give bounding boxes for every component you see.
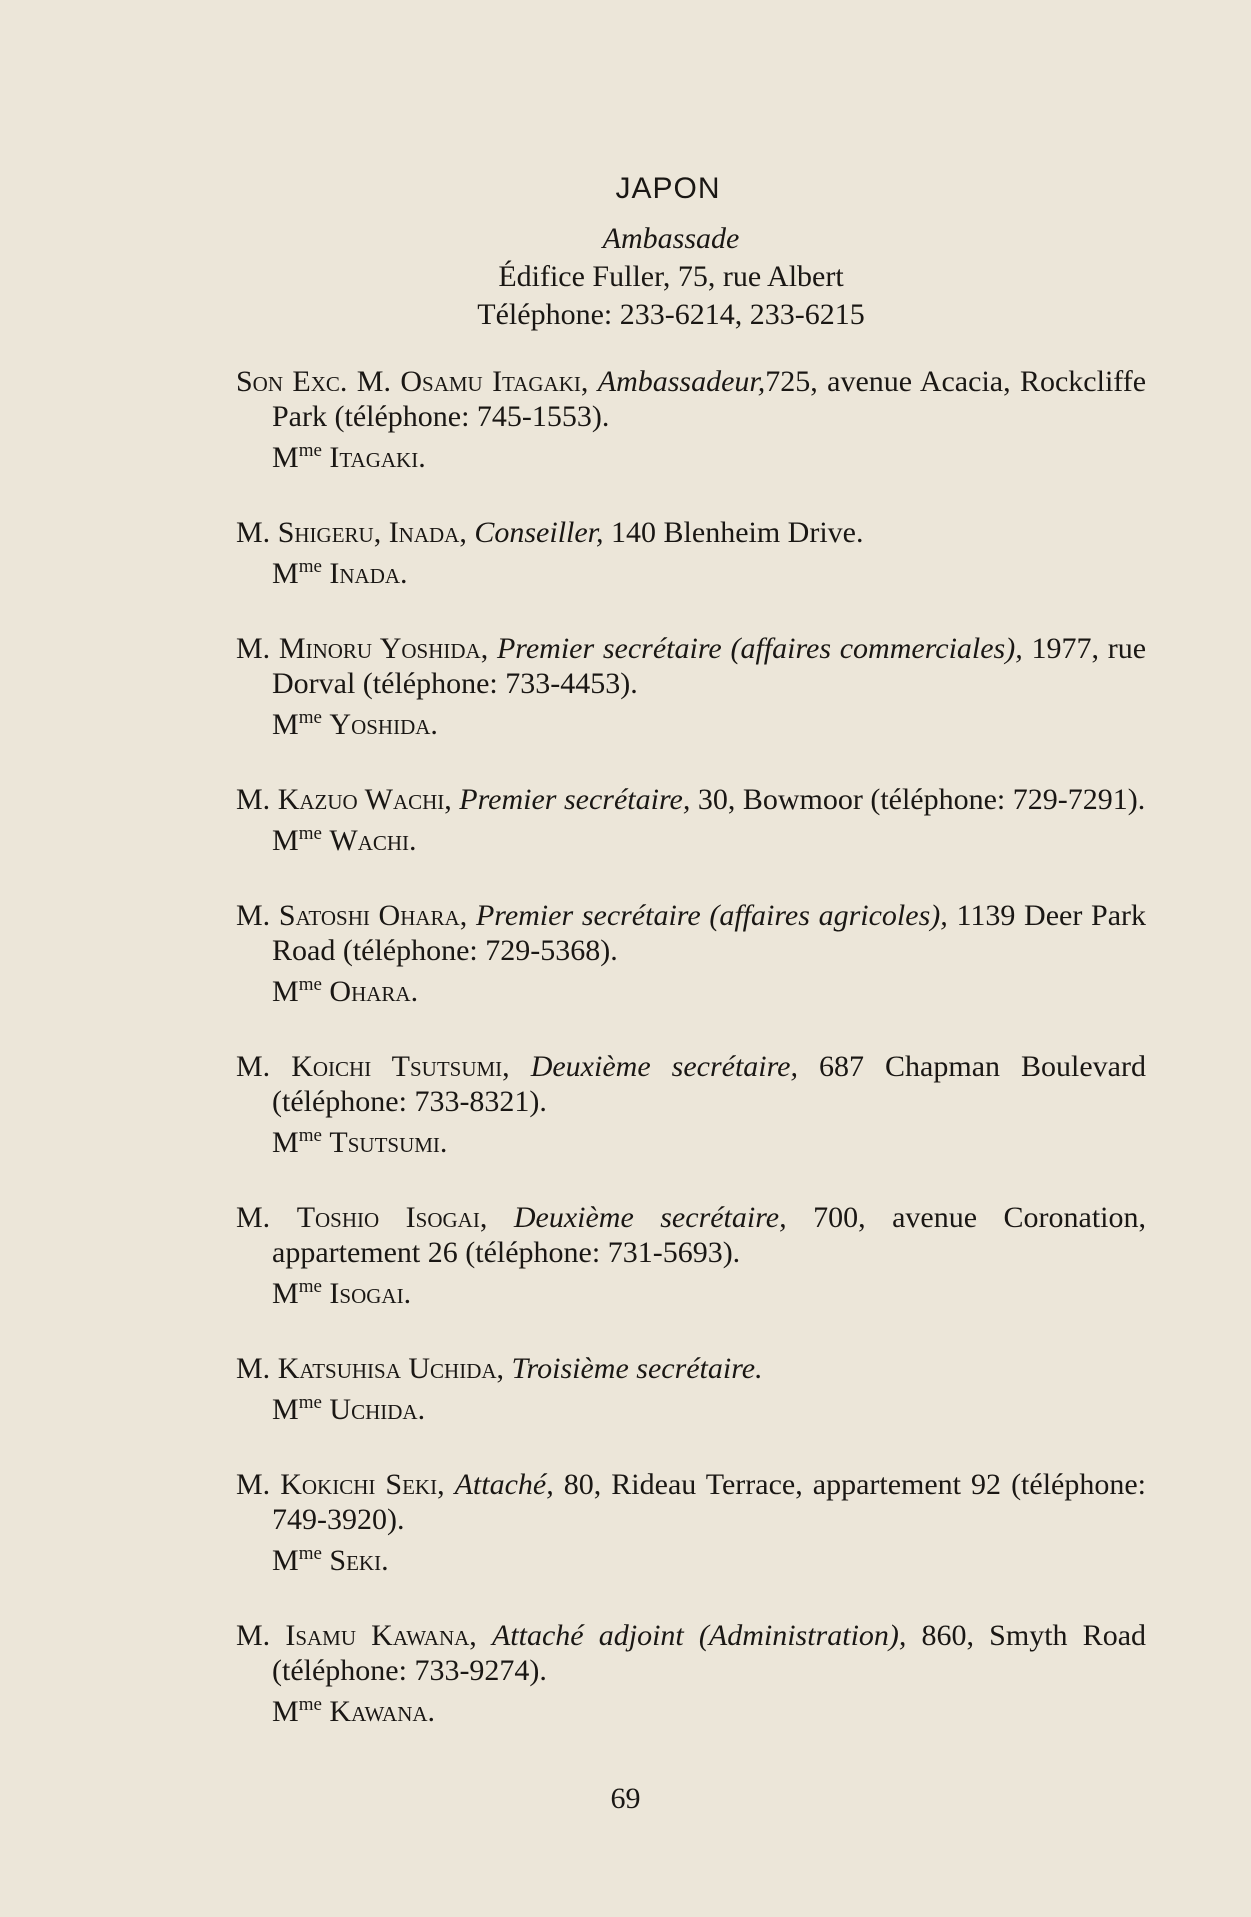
staff-title: M. [236,1468,271,1501]
spouse-line [236,440,1146,475]
section-heading [196,220,1146,334]
spouse-line [236,1276,1146,1311]
staff-name: Osamu Itagaki, [400,365,589,398]
staff-details: 725, avenue Acacia, Rockcliffe Park (téléphone: 745-1553). [272,365,1147,433]
staff-details: 30, Bowmoor (téléphone: 729-7291). [690,783,1146,816]
spouse-prefix: M [272,1126,299,1159]
staff-entry [236,1200,1146,1311]
spouse-name: Uchida. [329,1393,426,1426]
staff-line [236,1618,1146,1688]
staff-name: Toshio Isogai, [296,1201,488,1234]
spouse-line [236,707,1146,742]
embassy-address: Édifice Fuller, 75, rue Albert [498,260,844,293]
staff-line [236,1049,1146,1119]
staff-line [236,898,1146,968]
staff-role: Deuxième secrétaire, [530,1050,798,1083]
page-content [236,172,1146,1769]
staff-details: 860, Smyth Road (téléphone: 733-9274). [272,1619,1147,1687]
spouse-sup: me [298,1276,322,1297]
staff-name: Shigeru, Inada, [277,516,467,549]
staff-entry [236,898,1146,1009]
staff-details: 140 Blenheim Drive. [603,516,864,549]
staff-entry [236,515,1146,591]
staff-title: M. [236,1050,271,1083]
spouse-sup: me [298,1125,322,1146]
spouse-name: Tsutsumi. [329,1126,448,1159]
staff-name: Minoru Yoshida, [278,632,489,665]
spouse-sup: me [298,707,322,728]
staff-line [236,1200,1146,1270]
staff-details: 687 Chapman Boulevard (téléphone: 733-8321). [272,1050,1146,1118]
spouse-prefix: M [272,1695,299,1728]
staff-role: Deuxième secrétaire, [513,1201,787,1234]
spouse-sup: me [298,440,322,461]
spouse-sup: me [298,974,322,995]
spouse-sup: me [298,1392,322,1413]
spouse-prefix: M [272,1393,299,1426]
staff-list [236,364,1146,1729]
staff-role: Premier secrétaire (affaires commerciales), [496,632,1023,665]
spouse-sup: me [298,823,322,844]
spouse-line [236,974,1146,1009]
staff-title: M. [236,1619,271,1652]
spouse-line [236,1543,1146,1578]
section-title: Ambassade [602,222,740,255]
staff-line [236,631,1146,701]
staff-role: Ambassadeur, [597,365,766,398]
spouse-line [236,823,1146,858]
country-heading: JAPON [615,172,721,205]
spouse-sup: me [298,1694,322,1715]
spouse-sup: me [298,1543,322,1564]
spouse-name: Itagaki. [329,441,426,474]
staff-role: Attaché, [454,1468,554,1501]
staff-name: Koichi Tsutsumi, [291,1050,510,1083]
spouse-name: Wachi. [329,824,417,857]
staff-role: Conseiller, [474,516,604,549]
staff-line [236,1467,1146,1537]
spouse-line [236,1392,1146,1427]
staff-details: 1977, rue Dorval (téléphone: 733-4453). [272,632,1147,700]
spouse-name: Ohara. [329,975,419,1008]
spouse-prefix: M [272,1277,299,1310]
staff-details: 1139 Deer Park Road (téléphone: 729-5368). [272,899,1146,967]
staff-name: Satoshi Ohara, [278,899,468,932]
staff-role: Troisième secrétaire. [511,1352,763,1385]
spouse-line [236,1125,1146,1160]
staff-entry [236,1049,1146,1160]
staff-details: 80, Rideau Terrace, appartement 92 (téléphone: 749-3920). [272,1468,1147,1536]
staff-role: Attaché adjoint (Administration), [491,1619,907,1652]
staff-title: M. [236,783,271,816]
spouse-prefix: M [272,824,299,857]
spouse-line [236,556,1146,591]
spouse-prefix: M [272,1544,299,1577]
staff-name: Kazuo Wachi, [277,783,452,816]
staff-entry [236,1618,1146,1729]
spouse-name: Isogai. [329,1277,412,1310]
staff-title: M. [236,516,271,549]
staff-entry [236,631,1146,742]
staff-entry [236,1351,1146,1427]
staff-role: Premier secrétaire, [459,783,691,816]
staff-title: M. [236,632,271,665]
staff-role: Premier secrétaire (affaires agricoles), [475,899,948,932]
spouse-line [236,1694,1146,1729]
staff-title: Son Exc. M. [236,365,391,398]
staff-title: M. [236,899,271,932]
staff-entry [236,1467,1146,1578]
spouse-prefix: M [272,557,299,590]
staff-entry [236,782,1146,858]
staff-name: Kokichi Seki, [280,1468,445,1501]
staff-line [236,515,1146,550]
staff-name: Katsuhisa Uchida, [277,1352,505,1385]
spouse-name: Inada. [329,557,408,590]
page-number: 69 [610,1782,641,1815]
staff-line [236,1351,1146,1386]
spouse-name: Seki. [329,1544,389,1577]
staff-title: M. [236,1352,271,1385]
staff-name: Isamu Kawana, [285,1619,477,1652]
spouse-prefix: M [272,441,299,474]
spouse-prefix: M [272,975,299,1008]
staff-line [236,364,1146,434]
spouse-name: Kawana. [329,1695,436,1728]
spouse-prefix: M [272,708,299,741]
staff-details: 700, avenue Coronation, appartement 26 (téléphone: 731-5693). [272,1201,1147,1269]
staff-line [236,782,1146,817]
spouse-name: Yoshida. [329,708,438,741]
staff-title: M. [236,1201,271,1234]
embassy-phone: Téléphone: 233-6214, 233-6215 [477,298,865,331]
spouse-sup: me [298,556,322,577]
staff-entry [236,364,1146,475]
